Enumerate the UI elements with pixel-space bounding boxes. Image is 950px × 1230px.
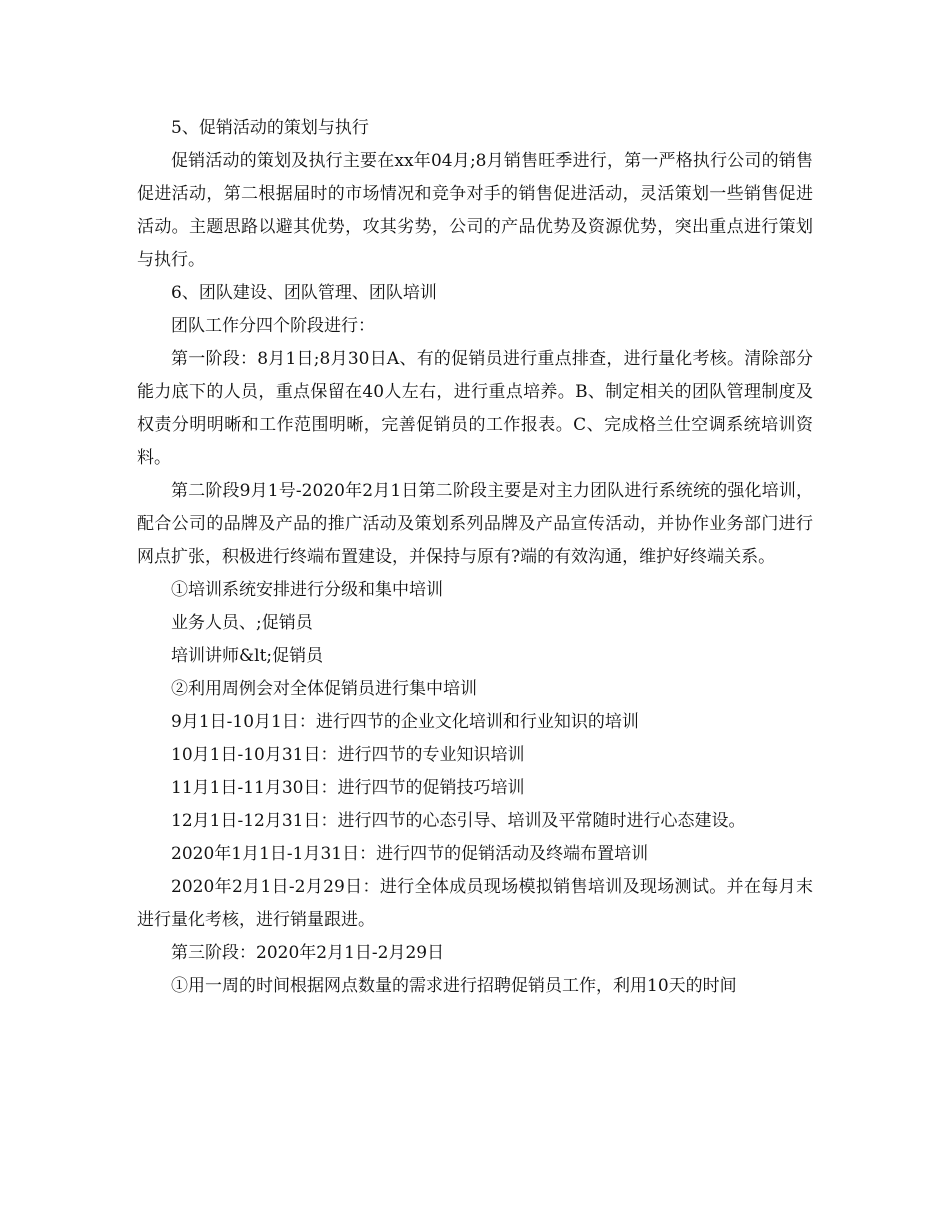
list-item-weekly-meeting: ②利用周例会对全体促销员进行集中培训 xyxy=(171,679,477,699)
paragraph-phase-two: 第二阶段9月1号-2020年2月1日第二阶段主要是对主力团队进行系统统的强化培训，配合公司的品牌及产品的推广活动及策划系列品牌及产品宣传活动，并协作业务部门进行网点扩张，积极进行终端布置建设，并保持与原有?端的有效沟通，维护好终端关系。 xyxy=(137,481,813,567)
schedule-nov: 11月1日-11月30日：进行四节的促销技巧培训 xyxy=(171,778,525,798)
paragraph-promotion-plan: 促销活动的策划及执行主要在xx年04月;8月销售旺季进行，第一严格执行公司的销售促进活动，第二根据届时的市场情况和竞争对手的销售促进活动，灵活策划一些销售促进活动。主题思路以避其优势，攻其劣势，公司的产品优势及资源优势，突出重点进行策划与执行。 xyxy=(137,151,813,270)
schedule-dec: 12月1日-12月31日：进行四节的心态引导、培训及平常随时进行心态建设。 xyxy=(171,811,746,831)
list-item-trainer: 培训讲师&lt;促销员 xyxy=(171,646,324,666)
schedule-jan: 2020年1月1日-1月31日：进行四节的促销活动及终端布置培训 xyxy=(171,844,649,864)
paragraph-phase-one: 第一阶段：8月1日;8月30日A、有的促销员进行重点排查，进行量化考核。清除部分能力底下的人员，重点保留在40人左右，进行重点培养。B、制定相关的团队管理制度及权责分明明晰和工作范围明晰，完善促销员的工作报表。C、完成格兰仕空调系统培训资料。 xyxy=(137,349,813,468)
list-item-staff: 业务人员、;促销员 xyxy=(171,613,313,633)
document-page xyxy=(137,112,813,1003)
section-heading-promotion: 5、促销活动的策划与执行 xyxy=(171,118,369,138)
schedule-feb: 2020年2月1日-2月29日：进行全体成员现场模拟销售培训及现场测试。并在每月末进行量化考核，进行销量跟进。 xyxy=(137,877,813,930)
paragraph-recruitment: ①用一周的时间根据网点数量的需求进行招聘促销员工作，利用10天的时间 xyxy=(171,976,737,996)
paragraph-phase-three: 第三阶段：2020年2月1日-2月29日 xyxy=(171,943,445,963)
schedule-oct: 10月1日-10月31日：进行四节的专业知识培训 xyxy=(171,745,525,765)
section-heading-team: 6、团队建设、团队管理、团队培训 xyxy=(171,283,437,303)
list-item-training-system: ①培训系统安排进行分级和集中培训 xyxy=(171,580,443,600)
schedule-sep: 9月1日-10月1日：进行四节的企业文化培训和行业知识的培训 xyxy=(171,712,639,732)
paragraph-team-phases: 团队工作分四个阶段进行： xyxy=(171,316,375,336)
